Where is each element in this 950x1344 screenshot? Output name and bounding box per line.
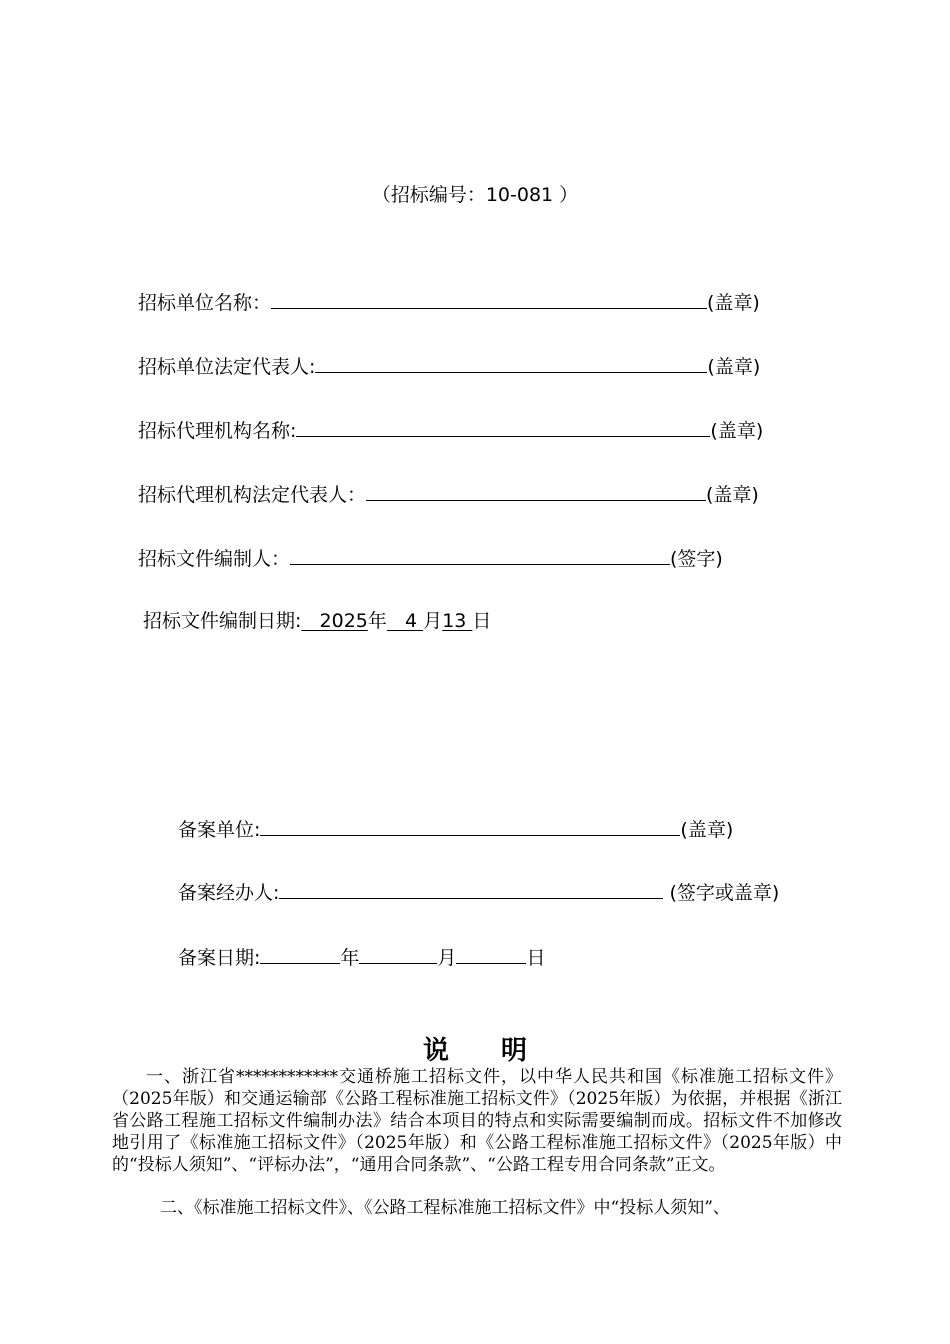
field-label: 备案经办人: (178, 882, 280, 904)
filing-date (178, 945, 545, 970)
explanation-paragraph-2: 二、《标准施工招标文件》、《公路工程标准施工招标文件》中“投标人须知”、 (160, 1198, 730, 1218)
field-bidder-name (138, 290, 760, 315)
field-suffix: (盖章) (680, 819, 734, 841)
field-suffix: (签字) (670, 548, 723, 570)
date-day: 13 (442, 610, 467, 632)
date-day-unit: 日 (472, 610, 492, 632)
explanation-title: 说 明 (422, 1036, 527, 1066)
field-suffix: (盖章) (707, 292, 760, 314)
explanation-paragraph-1: 一、浙江省************交通桥施工招标文件，以中华人民共和国《标准施工招标文件》（2025年版）和交通运输部《公路工程标准施工招标文件》（2025年版）为依据，并根据《浙江省公路工程施工招标文件编制办法》结合本项目的特点和实际需要编制而成。招标文件不加修改地引用了《标准施工招标文件》（2025年版）和《公路工程标准施工招标文件》（2025年版）中的“投标人须知”、“评标办法”，“通用合同条款”、“公路工程专用合同条款”正文。 (112, 1067, 842, 1175)
field-suffix: (签字或盖章) (669, 882, 780, 904)
field-filing-handler (178, 880, 779, 905)
date-day-unit: 日 (526, 947, 546, 969)
date-year-unit: 年 (340, 947, 360, 969)
date-day-blank (456, 945, 526, 964)
field-label: 招标代理机构名称: (138, 420, 297, 442)
signature-line (271, 290, 707, 309)
date-month-unit: 月 (437, 947, 457, 969)
signature-line (296, 418, 710, 437)
date-year: 2025 (319, 610, 368, 632)
field-agency-legal-rep (138, 482, 759, 507)
compile-date (143, 609, 491, 633)
field-document-compiler (138, 546, 723, 571)
field-suffix: (盖章) (710, 420, 764, 442)
signature-line (366, 482, 706, 501)
date-month-unit: 月 (423, 610, 443, 632)
field-label: 招标单位法定代表人: (138, 356, 316, 378)
field-suffix: (盖章) (707, 356, 761, 378)
date-month: 4 (405, 610, 418, 632)
date-label: 备案日期: (178, 947, 261, 969)
signature-line (315, 354, 707, 373)
field-bidder-legal-rep (138, 354, 760, 379)
field-label: 招标单位名称： (138, 292, 272, 314)
signature-line (290, 546, 670, 565)
field-label: 备案单位: (178, 819, 261, 841)
signature-line (279, 880, 663, 899)
field-agency-name (138, 418, 763, 443)
field-label: 招标代理机构法定代表人： (138, 484, 367, 506)
date-year-unit: 年 (367, 610, 387, 632)
field-suffix: (盖章) (706, 484, 759, 506)
date-month-blank (359, 945, 437, 964)
field-filing-unit (178, 817, 733, 842)
field-label: 招标文件编制人： (138, 548, 291, 570)
bid-number: （招标编号：10-081 ） (371, 184, 579, 206)
signature-line (260, 817, 680, 836)
date-year-blank (260, 945, 340, 964)
date-label: 招标文件编制日期: (143, 610, 302, 632)
